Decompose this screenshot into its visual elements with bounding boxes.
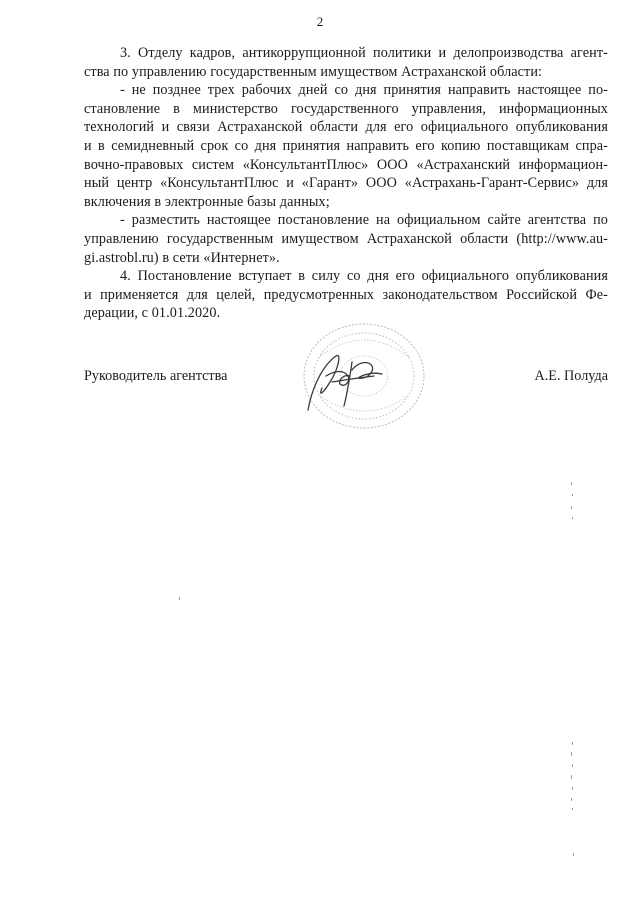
document-body — [84, 44, 608, 323]
text-line: дерации, с 01.01.2020. — [84, 305, 221, 322]
text-line: ный центр «КонсультантПлюс и «Гарант» ООО «Астрахань-Гарант-Сервис» для — [84, 175, 608, 192]
page-number: 2 — [316, 14, 324, 29]
text-line: становление в министерство государственного управления, информационных — [84, 100, 608, 117]
text-line: управлению государственным имуществом Астраханской области (http://www.au- — [84, 230, 608, 247]
paragraph-3 — [84, 44, 608, 81]
text-line: - разместить настоящее постановление на официальном сайте агентства по — [120, 212, 608, 229]
round-stamp-icon — [304, 324, 424, 428]
text-line: 3. Отделу кадров, антикоррупционной политики и делопроизводства агент- — [120, 45, 608, 61]
paragraph-4 — [84, 267, 608, 323]
paragraph-3-item-publish — [84, 81, 608, 211]
signatory-role: Руководитель агентства — [84, 368, 228, 384]
text-line: - не позднее трех рабочих дней со дня принятия направить настоящее по- — [120, 82, 608, 99]
text-line: 4. Постановление вступает в силу со дня его официального опубликования — [120, 268, 608, 285]
text-line: ства по управлению государственным имуществом Астраханской области: — [84, 63, 543, 80]
signatory-name: А.Е. Полуда — [534, 368, 608, 384]
text-line: включения в электронные базы данных; — [84, 193, 330, 210]
stamp-and-signature — [278, 318, 438, 438]
paragraph-3-item-website — [84, 211, 608, 267]
text-line: gi.astrobl.ru) в сети «Интернет». — [84, 249, 280, 266]
text-line: и в семидневный срок со дня принятия направить его копию поставщикам спра- — [84, 137, 608, 154]
text-line: технологий и связи Астраханской области для его официального опубликования — [84, 119, 608, 136]
text-line: вочно-правовых систем «КонсультантПлюс» ООО «Астраханский информацион- — [84, 156, 608, 173]
text-line: и применяется для целей, предусмотренных законодательством Российской Фе- — [84, 286, 608, 303]
handwritten-signature-icon — [308, 355, 382, 410]
